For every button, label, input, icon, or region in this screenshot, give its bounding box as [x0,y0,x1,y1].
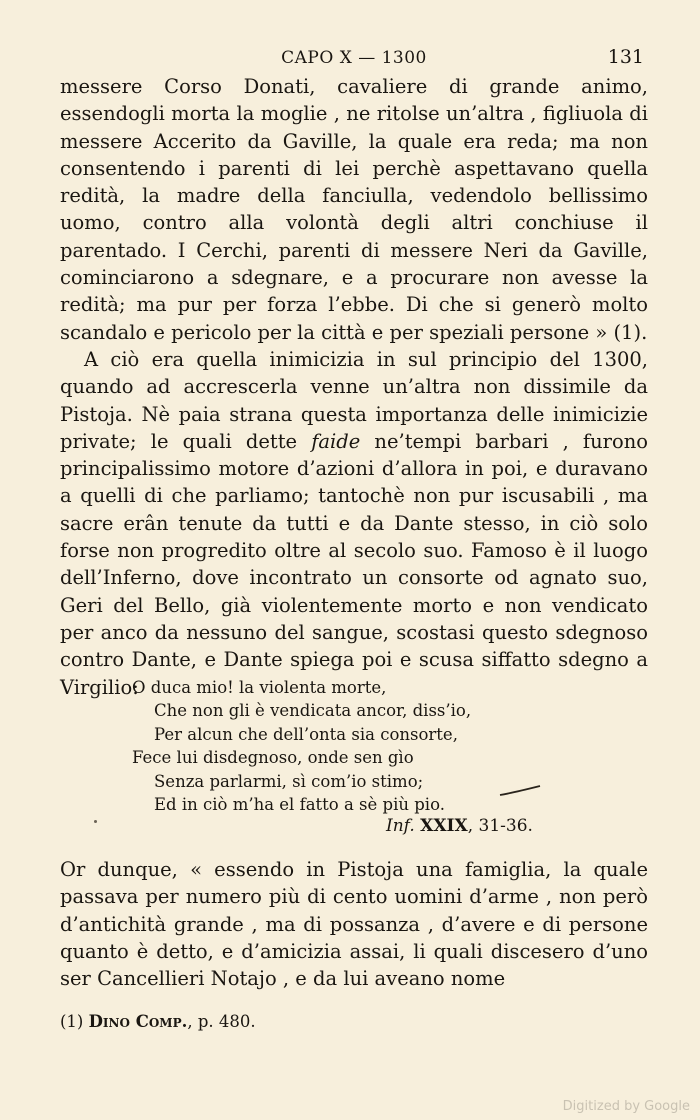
citation-lines: , 31-36. [467,816,533,836]
verse-line: O duca mio! la violenta morte, [132,678,387,697]
paragraph-text: ne’tempi barbari , furono principalissimo motore d’azioni d’allora in poi, e duravano a quelli di che parliamo; tantochè non pur iscusabili , ma sacre erân tenute da tutti e da Dante stesso, in ciò solo forse non progredito oltre al secolo suo. Famoso è il luogo dell’Inferno, dove incontrato un consorte od agnato suo, Geri del Bello, già violentemente morto e non vendicato per anco da nessuno del sangue, scostasi questo sdegnoso contro Dante, e Dante spiega poi e scusa siffatto sdegno a Virgilio: [60,429,649,699]
citation-work: Inf. [386,816,415,836]
paragraph-pistoja: Or dunque, « essendo in Pistoja una famiglia, la quale passava per numero più di cento uomini d’arme , non però d’antichità grande , ma di possanza , d’avere e di persone quanto è detto, e d’amicizia assai, li quali discesero d’uno ser Cancellieri Notajo , e da lui aveano nome [60,858,648,991]
body-text [60,73,648,701]
verse-citation [386,816,533,836]
italic-term: faide [311,429,361,453]
body-text-continued [60,856,648,992]
verse-line: Ed in ciò m’ha el fatto a sè più pio. [154,795,445,815]
running-head: CAPO X — 1300 [281,48,427,68]
footnote-author: Dino Comp. [88,1012,188,1031]
verse-line: Che non gli è vendicata ancor, diss’io, [154,701,472,721]
verse-line: Fece lui disdegnoso, onde sen gìo [132,748,414,768]
citation-canto: XXIX [420,816,468,836]
paragraph-continuation: messere Corso Donati, cavaliere di grande animo, essendogli morta la moglie , ne ritolse un’altra , figliuola di messere Accerito da Gaville, la quale era reda; ma non consentendo i parenti di lei perchè aspettavano quella redità, la madre della fanciulla, vedendolo bellissimo uomo, contro alla volontà degli altri conchiuse il parentado. I Cerchi, parenti di messere Neri da Gaville, cominciarono a sdegnare, e a procurare non avesse la redità; ma pur per forza l’ebbe. Di che si generò molto scandalo e pericolo per la città e per speziali persone » (1). [60,75,648,344]
digitizer-watermark: Digitized by Google [562,1099,690,1114]
stray-ink-dot [94,820,97,823]
footnote [60,1012,256,1031]
pen-stroke-mark [498,784,542,798]
page-header [60,44,648,74]
paragraph-faide [60,346,648,701]
verse-line: Per alcun che dell’onta sia consorte, [154,724,458,744]
verse-line: Senza parlarmi, sì com’io stimo; [154,771,424,791]
paragraph-text: A ciò era quella inimicizia in sul principio del 1300, quando ad accrescerla venne un’altra non dissimile da Pistoja. Nè paia strana questa importanza delle inimicizie private; le quali dette [60,347,648,453]
page-number: 131 [607,46,644,68]
footnote-marker: (1) [60,1012,84,1031]
footnote-ref: , p. 480. [187,1012,256,1031]
